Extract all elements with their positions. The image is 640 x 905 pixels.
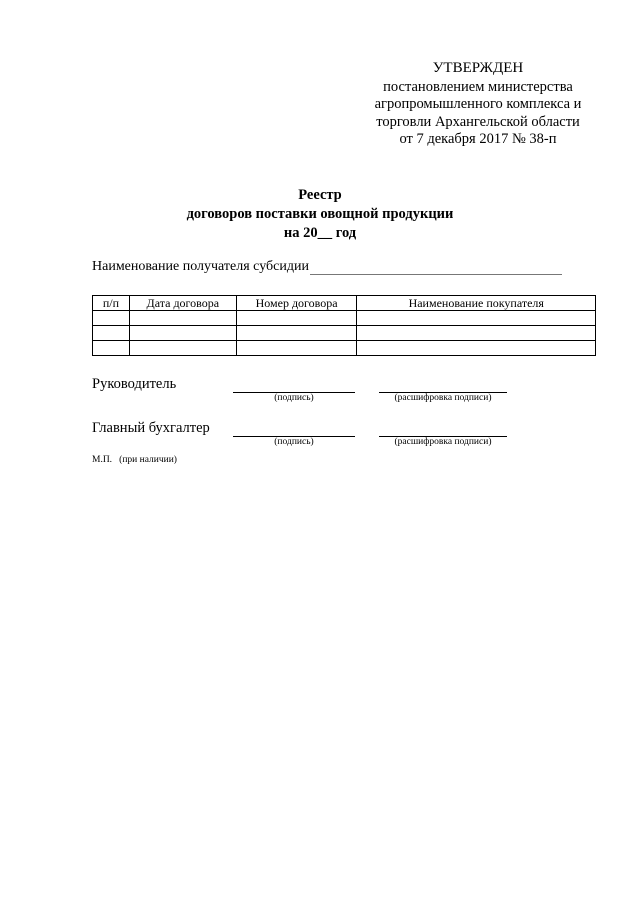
table-cell[interactable]	[236, 341, 357, 356]
table-row	[93, 341, 596, 356]
signature-caption: (подпись)	[274, 437, 314, 447]
header-cell-contract-number: Номер договора	[236, 296, 357, 311]
recipient-label: Наименование получателя субсидии	[92, 259, 309, 274]
header-cell-number: п/п	[93, 296, 130, 311]
approval-block	[360, 60, 596, 149]
title-line-1: Реестр	[298, 187, 342, 203]
table-cell[interactable]	[93, 341, 130, 356]
table-header-row	[93, 296, 596, 311]
table-cell[interactable]	[357, 311, 596, 326]
title-line-3: на 20__ год	[283, 225, 357, 241]
table-row	[93, 326, 596, 341]
table-cell[interactable]	[93, 326, 130, 341]
table-cell[interactable]	[129, 326, 236, 341]
signature-role: Главный бухгалтер	[92, 420, 210, 436]
signature-role: Руководитель	[92, 376, 177, 392]
signature-caption: (подпись)	[274, 393, 314, 403]
recipient-fill-line[interactable]	[310, 258, 562, 275]
approval-heading: УТВЕРЖДЕН	[432, 60, 524, 76]
signature-decode-caption: (расшифровка подписи)	[394, 393, 492, 403]
header-cell-buyer: Наименование покупателя	[357, 296, 596, 311]
signature-decode-caption: (расшифровка подписи)	[394, 437, 492, 447]
approval-line-4: от 7 декабря 2017 № 38-п	[399, 131, 557, 147]
table-cell[interactable]	[236, 326, 357, 341]
document-title	[0, 186, 640, 243]
table-cell[interactable]	[357, 341, 596, 356]
table-row	[93, 311, 596, 326]
table-cell[interactable]	[93, 311, 130, 326]
table-cell[interactable]	[129, 311, 236, 326]
table-cell[interactable]	[236, 311, 357, 326]
approval-line-3: торговли Архангельской области	[376, 113, 580, 130]
approval-line-2: агропромышленного комплекса и	[374, 96, 582, 112]
recipient-row	[92, 258, 592, 275]
table-cell[interactable]	[357, 326, 596, 341]
table-cell[interactable]	[129, 341, 236, 356]
title-line-2: договоров поставки овощной продукции	[186, 206, 454, 222]
header-cell-date: Дата договора	[129, 296, 236, 311]
stamp-note: М.П. (при наличии)	[92, 455, 177, 465]
registry-table	[92, 295, 596, 356]
approval-line-1: постановлением министерства	[383, 78, 573, 95]
